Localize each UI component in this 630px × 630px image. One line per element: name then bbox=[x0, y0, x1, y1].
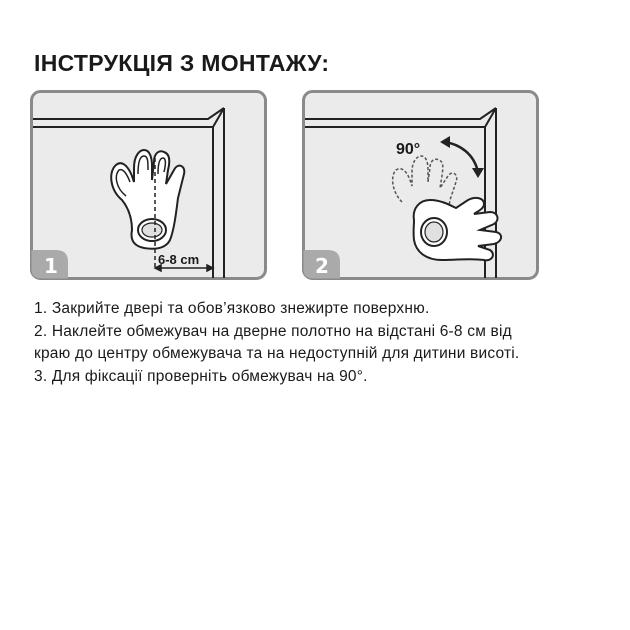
instruction-line: 2. Наклейте обмежувач на дверне полотно на відстані 6-8 см від bbox=[34, 322, 512, 340]
step-number: 2 bbox=[315, 254, 329, 278]
step-number: 1 bbox=[44, 254, 58, 278]
step-2-illustration bbox=[302, 90, 539, 280]
step-1-illustration bbox=[30, 90, 267, 280]
instruction-line: 3. Для фіксації проверніть обмежувач на 90°. bbox=[34, 367, 368, 385]
instruction-line: краю до центру обмежувача та на недоступній для дитини висоті. bbox=[34, 345, 520, 362]
instruction-line: 1. Закрийте двері та обов’язково знежирте поверхню. bbox=[34, 300, 430, 317]
angle-label: 90° bbox=[396, 141, 421, 158]
dimension-label: 6-8 cm bbox=[158, 252, 200, 267]
step-1-drawing bbox=[30, 90, 267, 280]
page-title: ІНСТРУКЦІЯ З МОНТАЖУ: bbox=[34, 50, 330, 76]
step-2-drawing bbox=[302, 90, 539, 280]
instructions-text bbox=[34, 298, 604, 388]
